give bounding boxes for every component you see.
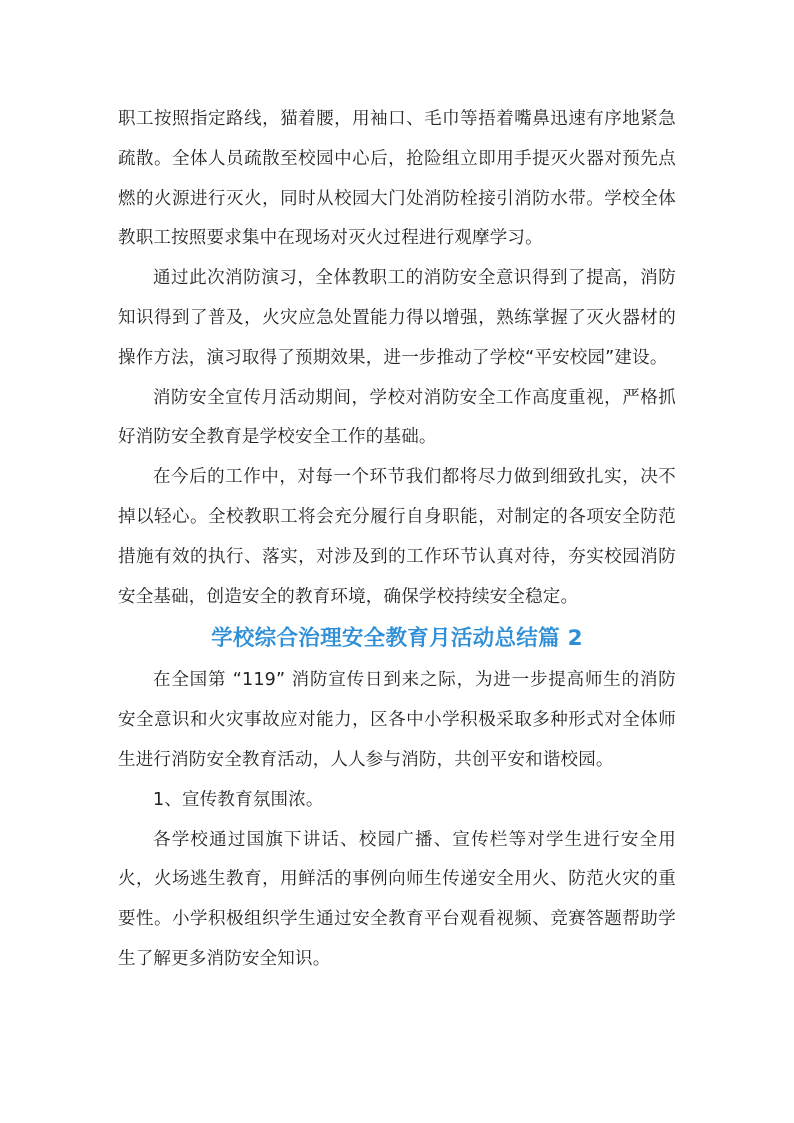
paragraph: 在全国第 “119” 消防宣传日到来之际，为进一步提高师生的消防安全意识和火灾事故应对能力，区各中小学积极采取多种形式对全体师生进行消防安全教育活动，人人参与消防，共创平安和谐校园。 bbox=[118, 670, 676, 770]
paragraph: 通过此次消防演习，全体教职工的消防安全意识得到了提高，消防知识得到了普及，火灾应急处置能力得以增强，熟练掌握了灭火器材的操作方法，演习取得了预期效果，进一步推动了学校“平安校园”建设。 bbox=[118, 268, 676, 368]
paragraph: 职工按照指定路线，猫着腰，用袖口、毛巾等捂着嘴鼻迅速有序地紧急疏散。全体人员疏散至校园中心后，抢险组立即用手提灭火器对预先点燃的火源进行灭火，同时从校园大门处消防栓接引消防水带。学校全体教职工按照要求集中在现场对灭火过程进行观摩学习。 bbox=[118, 109, 676, 249]
paragraph: 在今后的工作中，对每一个环节我们都将尽力做到细致扎实，决不掉以轻心。全校教职工将会充分履行自身职能，对制定的各项安全防范措施有效的执行、落实，对涉及到的工作环节认真对待，夯实校园消防安全基础，创造安全的教育环境，确保学校持续安全稳定。 bbox=[118, 467, 676, 607]
paragraph: 消防安全宣传月活动期间，学校对消防安全工作高度重视，严格抓好消防安全教育是学校安全工作的基础。 bbox=[118, 387, 676, 448]
section-heading: 学校综合治理安全教育月活动总结篇 2 bbox=[211, 626, 583, 652]
paragraph: 各学校通过国旗下讲话、校园广播、宣传栏等对学生进行安全用火，火场逃生教育，用鲜活的事例向师生传递安全用火、防范火灾的重要性。小学积极组织学生通过安全教育平台观看视频、竞赛答题帮助学生了解更多消防安全知识。 bbox=[118, 829, 676, 969]
list-item-heading: 1、宣传教育氛围浓。 bbox=[153, 789, 324, 810]
document-body bbox=[118, 100, 676, 980]
